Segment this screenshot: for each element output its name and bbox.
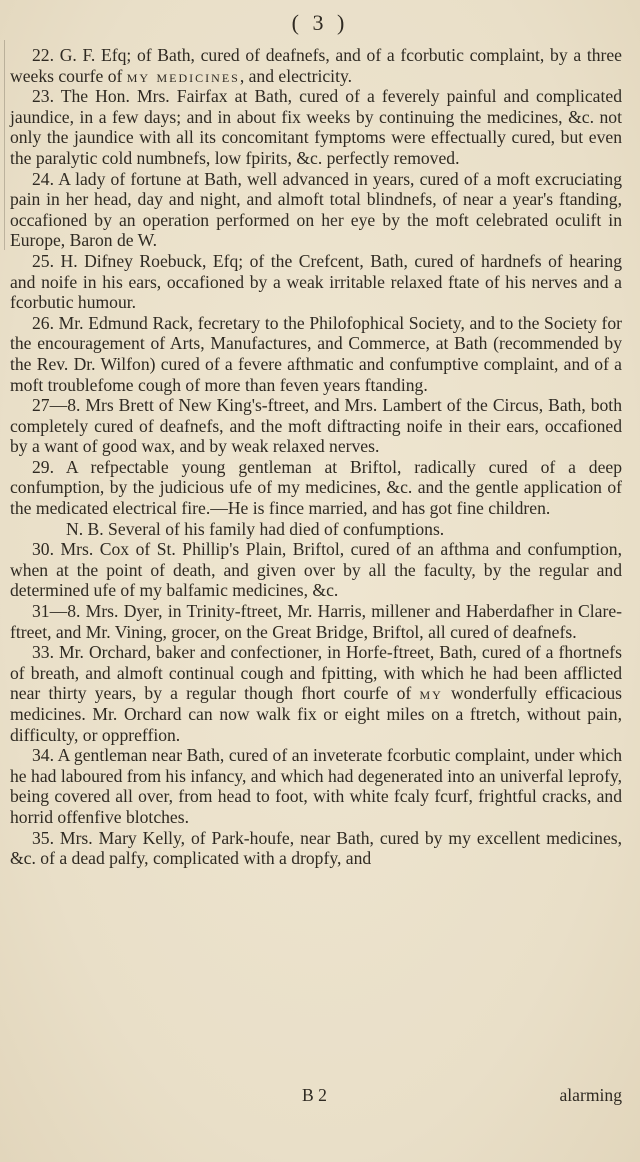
page-number: ( 3 ) bbox=[291, 10, 349, 35]
entry-27-28: 27—8. Mrs Brett of New King's-ftreet, and Mrs. Lambert of the Circus, Bath, both completely cured of deafnefs, and the moft diftracting noife in their ears, occafioned by a want of good wax, and by weak relaxed nerves. bbox=[10, 395, 622, 457]
entry-30: 30. Mrs. Cox of St. Phillip's Plain, Briftol, cured of an afthma and confumption, when at the point of death, and given over by all the faculty, by the regular and determined ufe of my balfamic medicines, &c. bbox=[10, 539, 622, 601]
margin-rule bbox=[4, 40, 5, 250]
entry-35: 35. Mrs. Mary Kelly, of Park-houfe, near Bath, cured by my excellent medicines, &c. of a dead palfy, complicated with a dropfy, and bbox=[10, 827, 622, 869]
entry-22-text-a: 22. G. F. Efq; of Bath, cured of deafnefs, and of a fcorbutic complaint, by a three weeks courfe of bbox=[10, 45, 622, 86]
entry-22 bbox=[10, 45, 622, 86]
catchword: alarming bbox=[559, 1085, 622, 1105]
entry-31-38: 31—8. Mrs. Dyer, in Trinity-ftreet, Mr. Harris, millener and Haberdafher in Clare-ftreet, and Mr. Vining, grocer, on the Great Bridge, Briftol, all cured of deafnefs. bbox=[10, 601, 622, 642]
entry-22-emphasis: my medicines bbox=[126, 65, 240, 86]
entry-33 bbox=[10, 642, 622, 745]
signature-mark: B 2 bbox=[302, 1085, 327, 1105]
entry-25: 25. H. Difney Roebuck, Efq; of the Crefcent, Bath, cured of hardnefs of hearing and noife in his ears, occafioned by a weak irritable relaxed ftate of his nerves and a fcorbutic humour. bbox=[10, 250, 622, 313]
testimonial-list bbox=[10, 45, 622, 869]
entry-29: 29. A refpectable young gentleman at Briftol, radically cured of a deep confumption, by the judicious ufe of my medicines, &c. and the gentle application of the medicated electrical fire.—He is fince married, and has got fine children. bbox=[10, 456, 622, 519]
entry-24: 24. A lady of fortune at Bath, well advanced in years, cured of a moft excruciating pain in her head, day and night, and almoft total blindnefs, of near a year's ftanding, occafioned by an operation performed on her eye by the moft celebrated oculift in Europe, Baron de W. bbox=[10, 168, 622, 251]
entry-33-text-b: wonderfully efficacious medicines. Mr. Orchard can now walk fix or eight miles on a ftretch, without pain, difficulty, or oppreffion. bbox=[10, 683, 622, 745]
entry-26: 26. Mr. Edmund Rack, fecretary to the Philofophical Society, and to the Society for the encouragement of Arts, Manufactures, and Commerce, at Bath (recommended by the Rev. Dr. Wilfon) cured of a fevere afthmatic and confumptive complaint, and of a moft troublefome cough of more than feven years ftanding. bbox=[10, 312, 622, 395]
entry-33-text-a: 33. Mr. Orchard, baker and confectioner, in Horfe-ftreet, Bath, cured of a fhortnefs of breath, and almoft continual cough and fpitting, with which he had been afflicted near thirty years, by a regular though fhort courfe of bbox=[10, 642, 622, 704]
entry-23: 23. The Hon. Mrs. Fairfax at Bath, cured of a feverely painful and complicated jaundice, in a few days; and in about fix weeks by continuing the medicines, &c. not only the jaundice with all its concomitant fymptoms were effectually cured, but even the paralytic cold numbnefs, low fpirits, &c. perfectly removed. bbox=[10, 86, 622, 168]
nota-bene: N. B. Several of his family had died of confumptions. bbox=[66, 518, 445, 539]
entry-34: 34. A gentleman near Bath, cured of an inveterate fcorbutic complaint, under which he had laboured from his infancy, and which had degenerated into an univerfal leprofy, being covered all over, from head to foot, with white fcaly fcurf, frightful cracks, and horrid offenfive blotches. bbox=[10, 745, 622, 827]
entry-33-emphasis: my bbox=[419, 683, 443, 704]
entry-22-text-b: , and electricity. bbox=[239, 65, 353, 86]
